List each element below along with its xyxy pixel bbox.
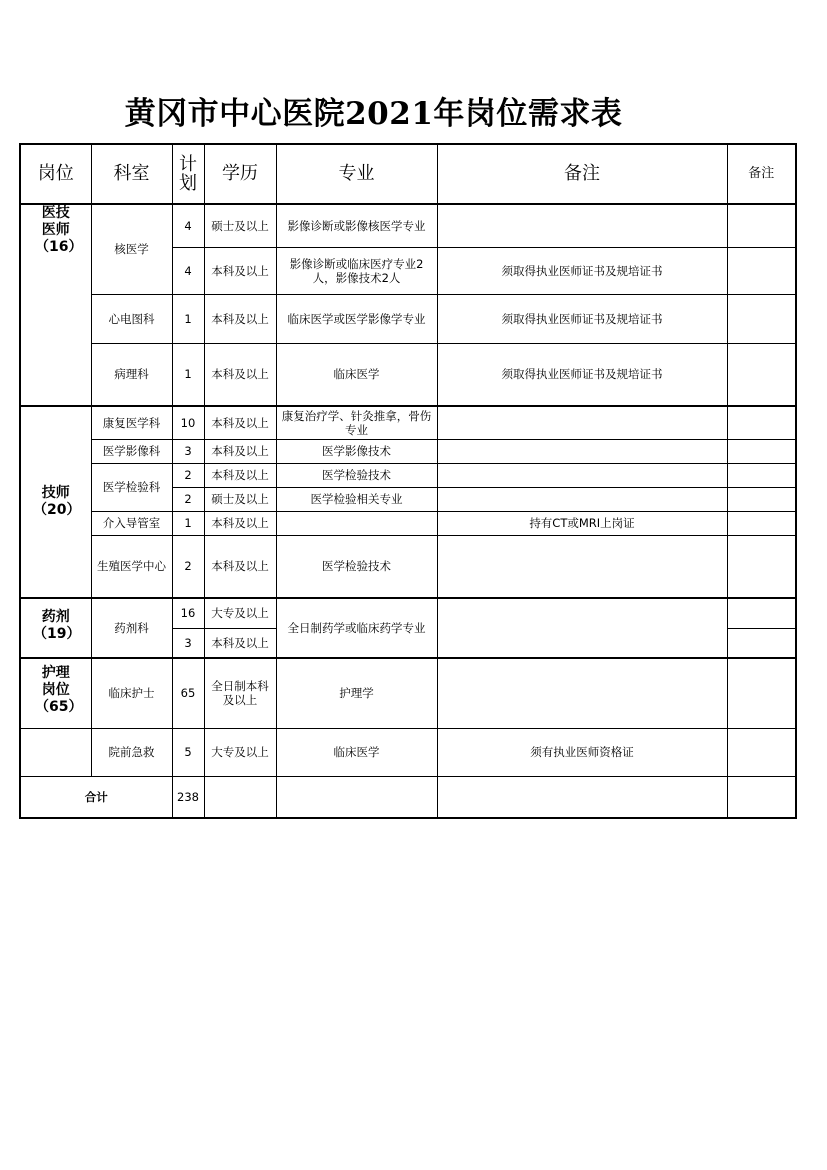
group-medtech-physician: 医技医师（16）	[20, 204, 91, 406]
total-empty-cell	[437, 776, 727, 818]
plan-cell: 16	[172, 598, 204, 628]
group-empty	[20, 728, 91, 776]
note-cell	[437, 463, 727, 487]
header-remarks-2: 备注	[727, 144, 796, 204]
table-row	[20, 598, 796, 628]
note2-cell	[727, 628, 796, 658]
note2-cell	[727, 406, 796, 439]
edu-cell: 本科及以上	[204, 294, 276, 343]
note2-cell	[727, 439, 796, 463]
table-row	[20, 728, 796, 776]
major-cell: 医学检验技术	[276, 463, 437, 487]
note-cell: 须取得执业医师证书及规培证书	[437, 247, 727, 294]
note-cell: 须取得执业医师证书及规培证书	[437, 343, 727, 406]
dept-cell: 生殖医学中心	[91, 535, 172, 598]
plan-cell: 2	[172, 535, 204, 598]
dept-cell: 介入导管室	[91, 511, 172, 535]
major-cell: 医学检验技术	[276, 535, 437, 598]
note-cell: 须取得执业医师证书及规培证书	[437, 294, 727, 343]
plan-cell: 3	[172, 439, 204, 463]
plan-cell: 3	[172, 628, 204, 658]
total-row	[20, 776, 796, 818]
dept-cell: 医学检验科	[91, 463, 172, 511]
note-cell	[437, 535, 727, 598]
group-technician: 技师（20）	[20, 406, 91, 598]
dept-cell: 院前急救	[91, 728, 172, 776]
header-remarks: 备注	[437, 144, 727, 204]
table-row	[20, 204, 796, 247]
major-cell: 护理学	[276, 658, 437, 728]
total-label: 合计	[20, 776, 172, 818]
edu-cell: 本科及以上	[204, 439, 276, 463]
dept-cell: 临床护士	[91, 658, 172, 728]
header-department: 科室	[91, 144, 172, 204]
plan-cell: 65	[172, 658, 204, 728]
major-cell: 临床医学或医学影像学专业	[276, 294, 437, 343]
note-cell	[437, 487, 727, 511]
major-cell: 临床医学	[276, 728, 437, 776]
plan-cell: 4	[172, 247, 204, 294]
note-cell	[437, 204, 727, 247]
dept-cell: 病理科	[91, 343, 172, 406]
edu-cell: 全日制本科及以上	[204, 658, 276, 728]
plan-cell: 10	[172, 406, 204, 439]
note2-cell	[727, 535, 796, 598]
edu-cell: 本科及以上	[204, 628, 276, 658]
header-plan: 计划	[172, 144, 204, 204]
note-cell	[437, 406, 727, 439]
header-position: 岗位	[20, 144, 91, 204]
header-major: 专业	[276, 144, 437, 204]
note2-cell	[727, 511, 796, 535]
note2-cell	[727, 728, 796, 776]
table-row	[20, 294, 796, 343]
header-row	[20, 144, 796, 204]
dept-cell: 康复医学科	[91, 406, 172, 439]
note-cell	[437, 598, 727, 658]
position-demand-table	[19, 143, 797, 819]
table-row	[20, 658, 796, 728]
edu-cell: 硕士及以上	[204, 204, 276, 247]
major-cell: 临床医学	[276, 343, 437, 406]
table-row	[20, 406, 796, 439]
note2-cell	[727, 294, 796, 343]
major-cell: 康复治疗学、针灸推拿，骨伤专业	[276, 406, 437, 439]
note2-cell	[727, 343, 796, 406]
edu-cell: 本科及以上	[204, 406, 276, 439]
note2-cell	[727, 658, 796, 728]
edu-cell: 大专及以上	[204, 598, 276, 628]
plan-cell: 2	[172, 463, 204, 487]
major-cell: 全日制药学或临床药学专业	[276, 598, 437, 658]
page-title: 黄冈市中心医院2021年岗位需求表	[124, 96, 623, 132]
dept-cell: 心电图科	[91, 294, 172, 343]
note-cell	[437, 658, 727, 728]
major-cell: 影像诊断或临床医疗专业2人，影像技术2人	[276, 247, 437, 294]
edu-cell: 大专及以上	[204, 728, 276, 776]
note2-cell	[727, 598, 796, 628]
dept-cell: 药剂科	[91, 598, 172, 658]
total-empty-cell	[204, 776, 276, 818]
table-row	[20, 343, 796, 406]
plan-cell: 1	[172, 511, 204, 535]
table-row	[20, 535, 796, 598]
edu-cell: 本科及以上	[204, 511, 276, 535]
note2-cell	[727, 487, 796, 511]
plan-cell: 2	[172, 487, 204, 511]
dept-cell: 医学影像科	[91, 439, 172, 463]
plan-cell: 5	[172, 728, 204, 776]
group-nursing: 护理岗位（65）	[20, 658, 91, 728]
plan-cell: 1	[172, 294, 204, 343]
header-education: 学历	[204, 144, 276, 204]
table-row	[20, 511, 796, 535]
note2-cell	[727, 247, 796, 294]
table-row	[20, 463, 796, 487]
major-cell: 医学检验相关专业	[276, 487, 437, 511]
edu-cell: 硕士及以上	[204, 487, 276, 511]
note2-cell	[727, 204, 796, 247]
dept-cell: 核医学	[91, 204, 172, 294]
total-empty-cell	[727, 776, 796, 818]
edu-cell: 本科及以上	[204, 463, 276, 487]
plan-cell: 4	[172, 204, 204, 247]
major-cell: 影像诊断或影像核医学专业	[276, 204, 437, 247]
note2-cell	[727, 463, 796, 487]
note-cell	[437, 439, 727, 463]
plan-cell: 1	[172, 343, 204, 406]
total-empty-cell	[276, 776, 437, 818]
edu-cell: 本科及以上	[204, 343, 276, 406]
major-cell	[276, 511, 437, 535]
note-cell: 持有CT或MRI上岗证	[437, 511, 727, 535]
edu-cell: 本科及以上	[204, 535, 276, 598]
table-row	[20, 439, 796, 463]
total-value: 238	[172, 776, 204, 818]
major-cell: 医学影像技术	[276, 439, 437, 463]
group-pharmacy: 药剂（19）	[20, 598, 91, 658]
edu-cell: 本科及以上	[204, 247, 276, 294]
note-cell: 须有执业医师资格证	[437, 728, 727, 776]
